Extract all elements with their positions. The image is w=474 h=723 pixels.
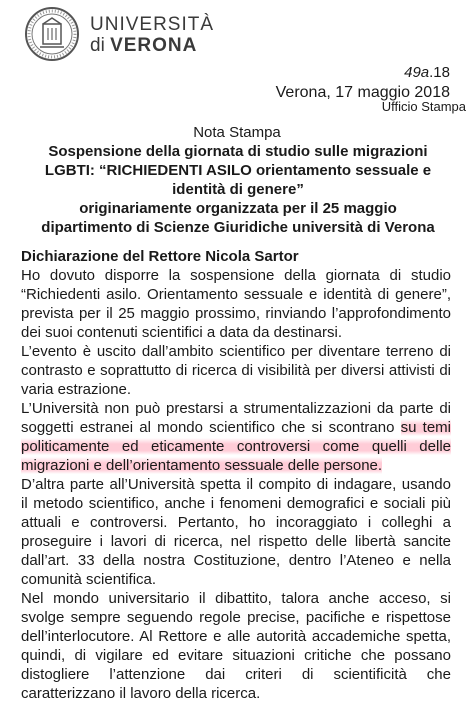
highlighted-text: su temi politicamente ed eticamente controversi come quelli delle migrazioni e dell’orientamento sessuale delle persone. [21,419,451,474]
place-and-date: Verona, 17 maggio 2018 [275,84,450,101]
reference-number [404,64,450,81]
headline-line: originariamente organizzata per il 25 maggio [79,200,397,217]
university-logo [24,6,234,62]
paragraph: Ho dovuto disporre la sospensione della giornata di studio “Richiedenti asilo. Orientamento sessuale e identità di genere”, prevista per il 25 maggio prossimo, rinviando l’approfondimento dei suoi contenuti scientifici a data da destinarsi. [21,267,451,341]
headline-line: Sospensione della giornata di studio sulle migrazioni [48,143,428,160]
logo-university-word: UNIVERSITÀ [90,14,215,35]
paragraph: D’altra parte all’Università spetta il compito di indagare, usando il metodo scientifico, anche i fenomeni demografici e sociali più attuali e controversi. Pertanto, ho incoraggiato i colleghi a proseguire i lavori di ricerca, nel rispetto delle libertà sancite dall’art. 33 della nostra Costituzione, dentro l’Ateneo e nella comunità scientifica. [21,476,451,588]
headline-line: LGBTI: “RICHIEDENTI ASILO orientamento sessuale e [44,162,432,179]
press-note-label: Nota Stampa [193,124,281,141]
statement-title: Dichiarazione del Rettore Nicola Sartor [21,248,299,265]
university-seal-icon [24,6,80,62]
logo-prefix: di [90,35,105,56]
paragraph: L’evento è uscito dall’ambito scientifico per diventare terreno di contrasto e soprattutto di ricerca di visibilità per diversi attivisti di varia estrazione. [21,343,451,398]
reference-number-suffix: .18 [429,64,450,81]
headline-line: dipartimento di Scienze Giuridiche università di Verona [41,219,435,236]
press-release-headline [12,142,464,237]
logo-city-line [90,35,214,56]
logo-city-name: VERONA [110,35,198,56]
headline-line: identità di genere” [172,181,304,198]
press-office-label: Ufficio Stampa [381,99,466,114]
paragraph-text: L’Università non può prestarsi a strumentalizzazioni da parte di soggetti estranei al mondo scientifico che si scontrano [21,400,451,436]
paragraph: Nel mondo universitario il dibattito, talora anche acceso, si svolge sempre seguendo regole precise, pacifiche e rispettose dell’interlocutore. Al Rettore e alle autorità accademiche spetta, quindi, di vigilare ed evitare situazioni critiche che possano distogliere l’attenzione dai criteri di scientificità che caratterizzano il lavoro della ricerca. [21,590,451,702]
statement-body [21,247,451,703]
paragraph-with-highlight [21,399,451,475]
reference-number-main: 49a [404,64,430,81]
